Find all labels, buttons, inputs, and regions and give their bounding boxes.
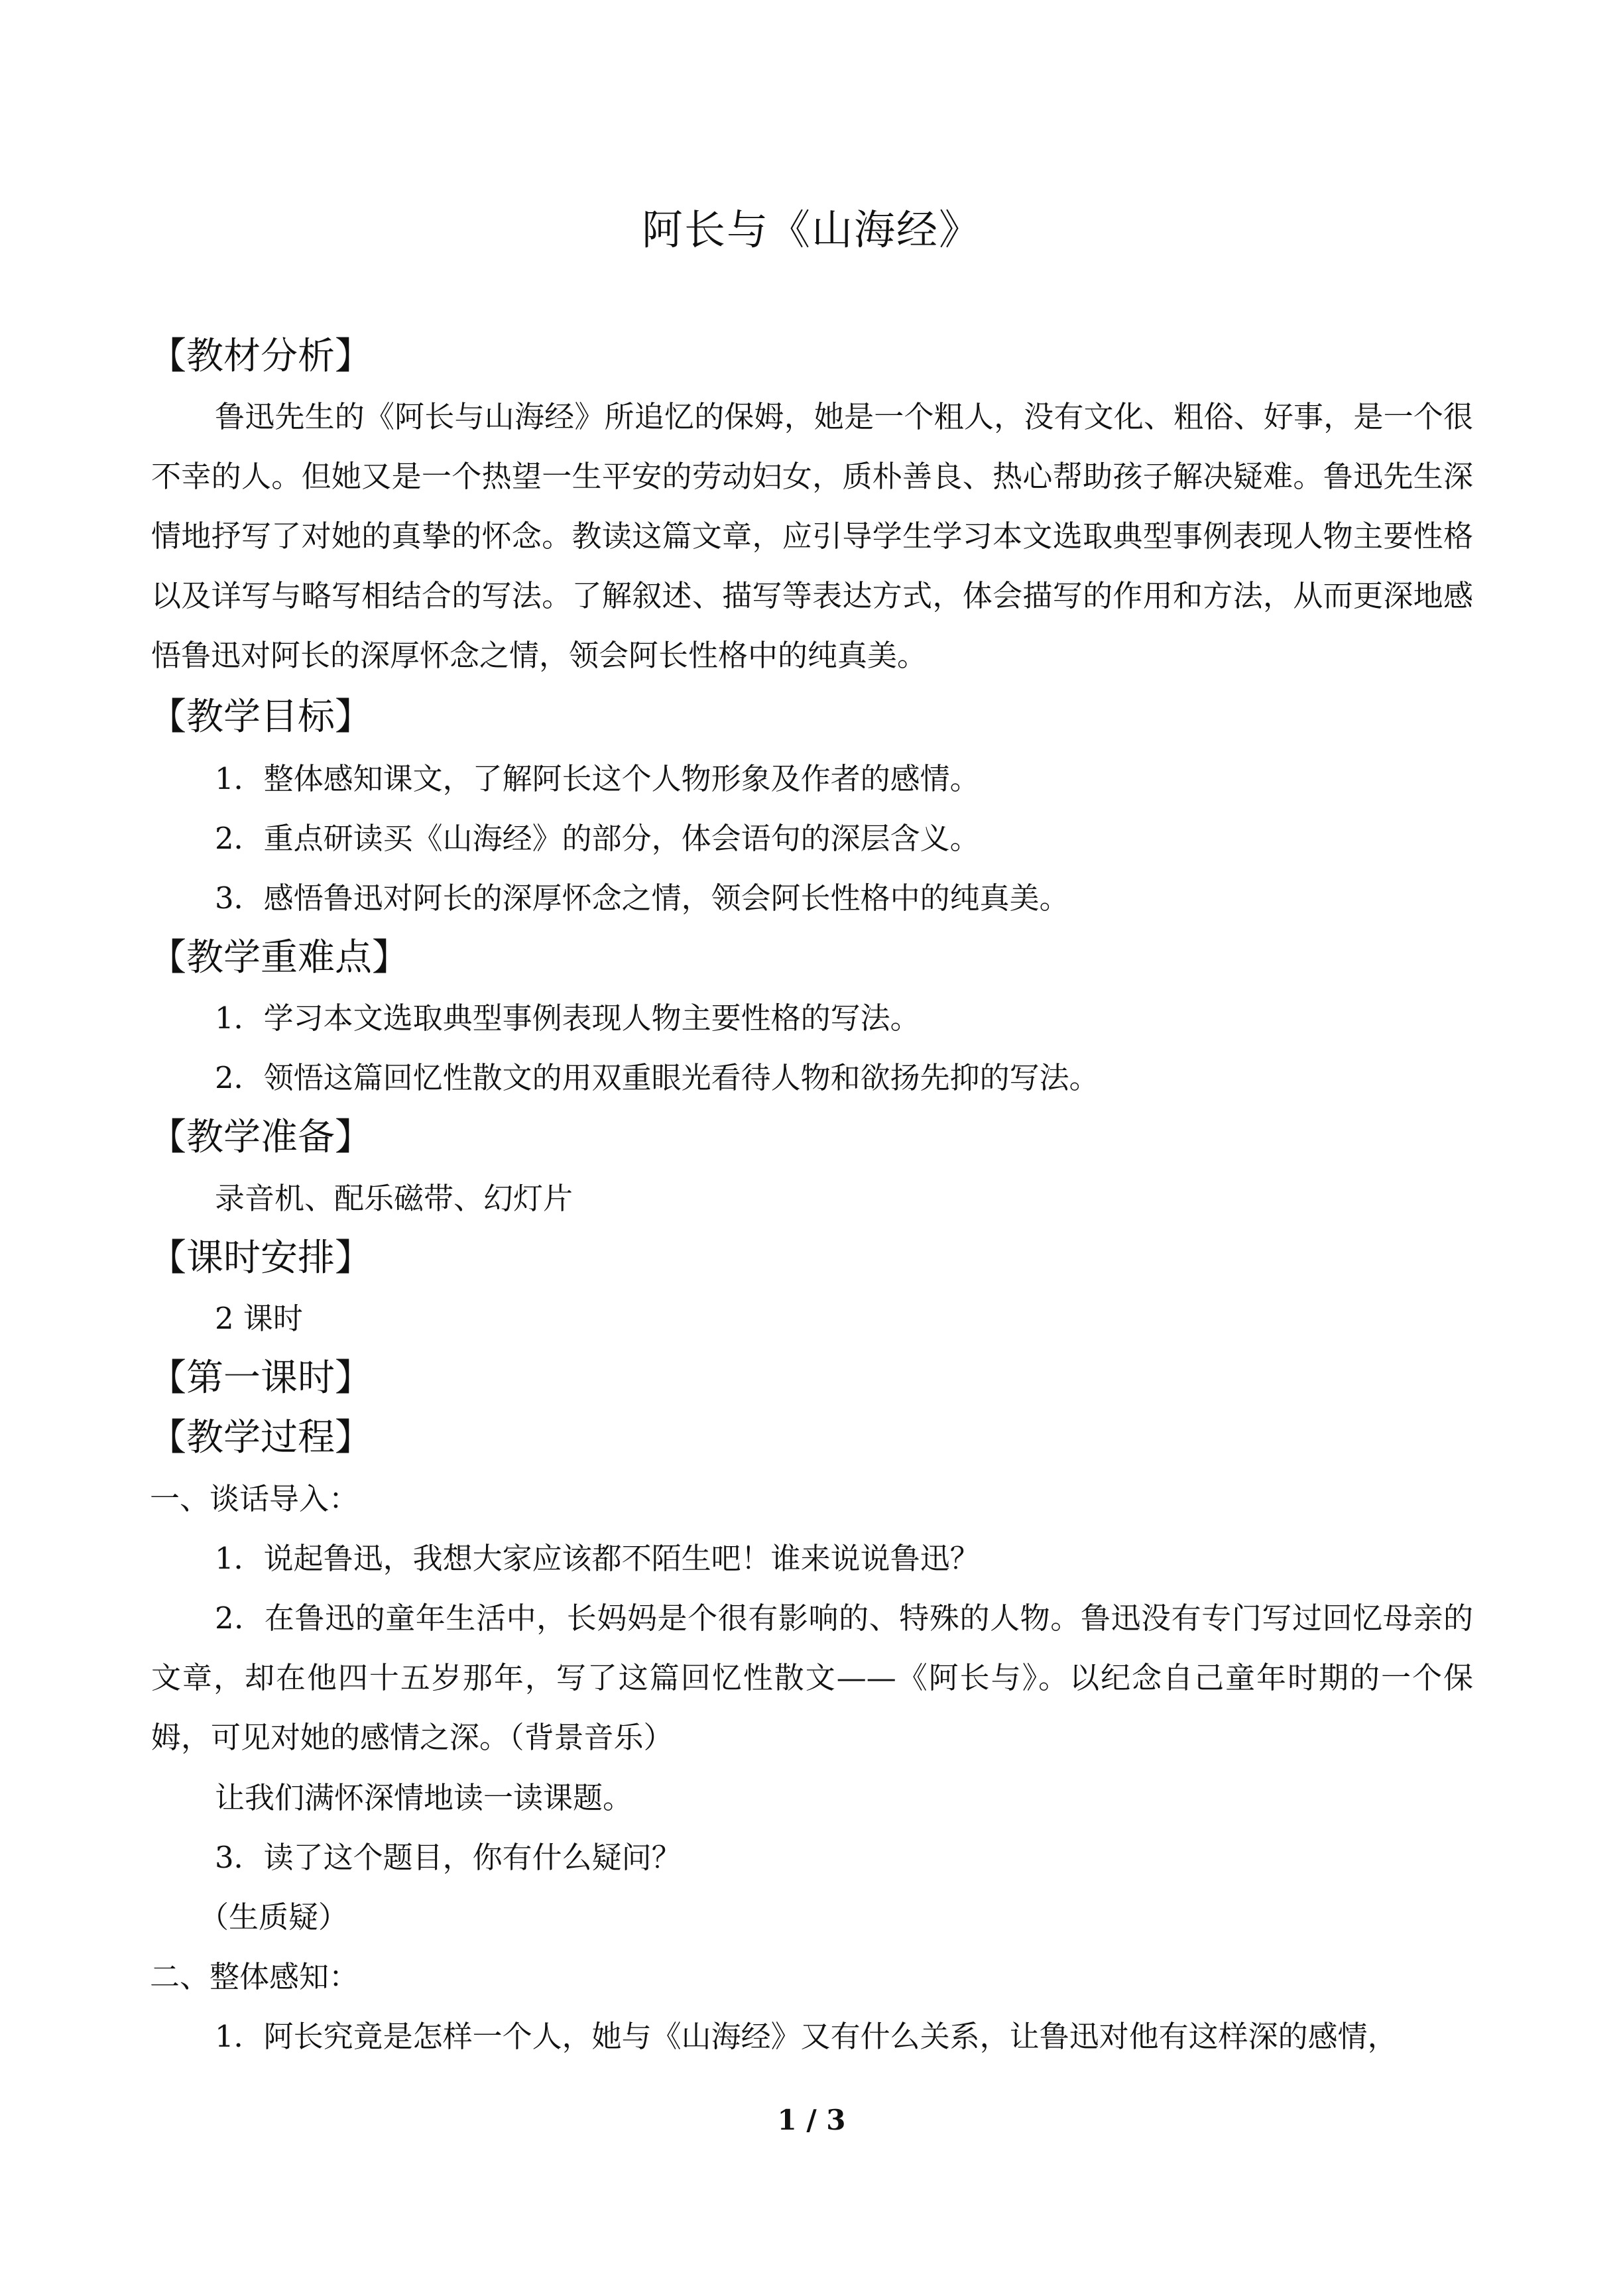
heading-schedule: 【课时安排】: [149, 1237, 372, 1280]
process-part2-item-1: 1．阿长究竟是怎样一个人，她与《山海经》又有什么关系，让鲁迅对他有这样深的感情，: [215, 2019, 1398, 2054]
process-part2-title: 二、整体感知：: [150, 1959, 359, 1994]
document-title: 阿长与《山海经》: [641, 206, 981, 254]
heading-materials: 【教材分析】: [149, 335, 372, 378]
heading-preparation: 【教学准备】: [149, 1116, 372, 1159]
schedule-text: 2 课时: [215, 1301, 303, 1336]
process-part1-item-1: 1．说起鲁迅，我想大家应该都不陌生吧！谁来说说鲁迅？: [215, 1541, 980, 1576]
materials-paragraph: 鲁迅先生的《阿长与山海经》所追忆的保姆，她是一个粗人，没有文化、粗俗、好事，是一个很不幸的人。但她又是一个热望一生平安的劳动妇女，质朴善良、热心帮助孩子解决疑难。鲁迅先生深情地抒写了对她的真挚的怀念。教读这篇文章，应引导学生学习本文选取典型事例表现人物主要性格以及详写与略写相结合的写法。了解叙述、描写等表达方式，体会描写的作用和方法，从而更深地感悟鲁迅对阿长的深厚怀念之情，领会阿长性格中的纯真美。: [151, 399, 1473, 673]
process-part1-note: （生质疑）: [199, 1900, 349, 1935]
key-point-item-2: 2．领悟这篇回忆性散文的用双重眼光看待人物和欲扬先抑的写法。: [215, 1060, 1099, 1095]
goal-item-2: 2．重点研读买《山海经》的部分，体会语句的深层含义。: [215, 821, 980, 856]
heading-goals: 【教学目标】: [149, 695, 372, 739]
heading-first-lesson: 【第一课时】: [149, 1357, 372, 1400]
process-part1-item-3: 3．读了这个题目，你有什么疑问？: [215, 1840, 682, 1875]
process-part1-title: 一、谈话导入：: [150, 1481, 359, 1516]
heading-key-points: 【教学重难点】: [149, 936, 409, 979]
goal-item-1: 1．整体感知课文，了解阿长这个人物形象及作者的感情。: [215, 761, 980, 796]
heading-process: 【教学过程】: [149, 1416, 372, 1459]
key-point-item-1: 1．学习本文选取典型事例表现人物主要性格的写法。: [215, 1000, 920, 1036]
preparation-text: 录音机、配乐磁带、幻灯片: [215, 1181, 573, 1216]
process-part1-line-3: 让我们满怀深情地读一读课题。: [215, 1780, 633, 1815]
goal-item-3: 3．感悟鲁迅对阿长的深厚怀念之情，领会阿长性格中的纯真美。: [215, 880, 1069, 916]
page-number: 1 / 3: [777, 2104, 846, 2136]
process-part1-item-2: 2．在鲁迅的童年生活中，长妈妈是个很有影响的、特殊的人物。鲁迅没有专门写过回忆母亲的文章，却在他四十五岁那年，写了这篇回忆性散文——《阿长与》。以纪念自己童年时期的一个保姆，可见对她的感情之深。（背景音乐）: [151, 1601, 1473, 1755]
